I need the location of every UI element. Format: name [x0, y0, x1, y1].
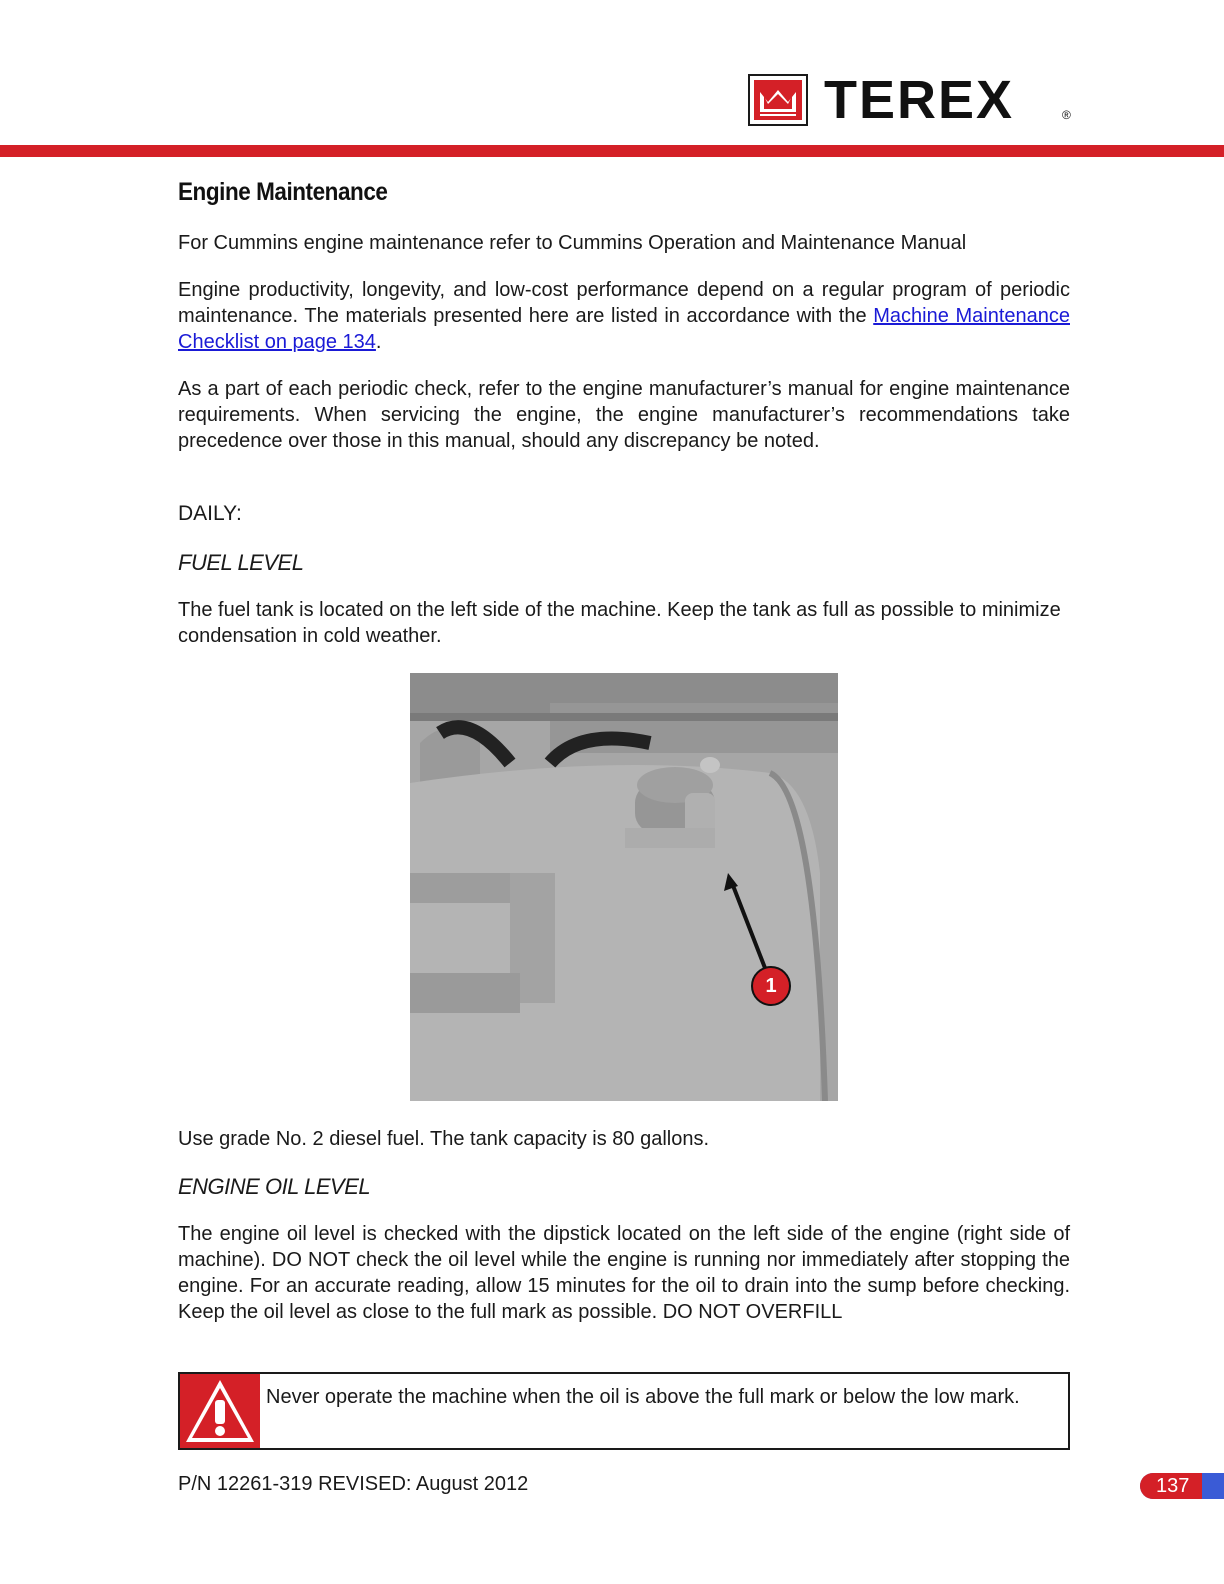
callout-marker-1: 1: [751, 966, 791, 1006]
terex-crown-icon: [748, 74, 808, 126]
daily-heading: DAILY:: [178, 502, 242, 525]
fuel-tank-photo: [410, 673, 838, 1101]
footer-part-number: P/N 12261-319 REVISED: August 2012: [178, 1473, 529, 1495]
engine-oil-paragraph: The engine oil level is checked with the dipstick located on the left side of the engine (right side of machine). DO NOT check the oil level while the engine is running nor immediately after stopping the engine. For an accurate reading, allow 15 minutes for the oil to drain into the sump before checking. Keep the oil level as close to the full mark as possible. DO NOT OVERFILL: [178, 1223, 1070, 1323]
warning-box: [178, 1372, 1070, 1450]
checklist-link[interactable]: Machine Maintenance Checklist on page 134: [178, 305, 1070, 353]
manufacturer-paragraph: As a part of each periodic check, refer to the engine manufacturer’s manual for engine maintenance requirements. When servicing the engine, the engine manufacturer’s recommendations take precedence over those in this manual, should any discrepancy be noted.: [178, 378, 1070, 452]
page-number-tab: [1140, 1473, 1224, 1499]
registered-mark: ®: [1062, 108, 1071, 122]
terex-logo: [748, 72, 1078, 128]
page-number: 137: [1156, 1475, 1190, 1497]
para-text: Engine productivity, longevity, and low-cost performance depend on a regular program of periodic maintenance. The materials presented here are listed in accordance with the: [178, 279, 1070, 327]
brand-name: TEREX: [824, 70, 1015, 130]
intro-paragraph: For Cummins engine maintenance refer to Cummins Operation and Maintenance Manual: [178, 232, 967, 254]
header-red-bar: [0, 145, 1224, 157]
warning-text: Never operate the machine when the oil is above the full mark or below the low mark.: [266, 1386, 1020, 1408]
maintenance-paragraph: Engine productivity, longevity, and low-cost performance depend on a regular program of periodic maintenance. The materials presented here are listed in accordance with the Machine Maintenance Checklist on page 134.: [178, 279, 1070, 353]
fuel-grade-paragraph: Use grade No. 2 diesel fuel. The tank capacity is 80 gallons.: [178, 1128, 710, 1150]
warning-icon: [180, 1374, 260, 1448]
engine-oil-heading: ENGINE OIL LEVEL: [178, 1174, 371, 1199]
fuel-level-heading: FUEL LEVEL: [178, 550, 304, 575]
fuel-level-paragraph: The fuel tank is located on the left side of the machine. Keep the tank as full as possible to minimize condensation in cold weather.: [178, 599, 1061, 647]
page-title: Engine Maintenance: [178, 178, 388, 206]
